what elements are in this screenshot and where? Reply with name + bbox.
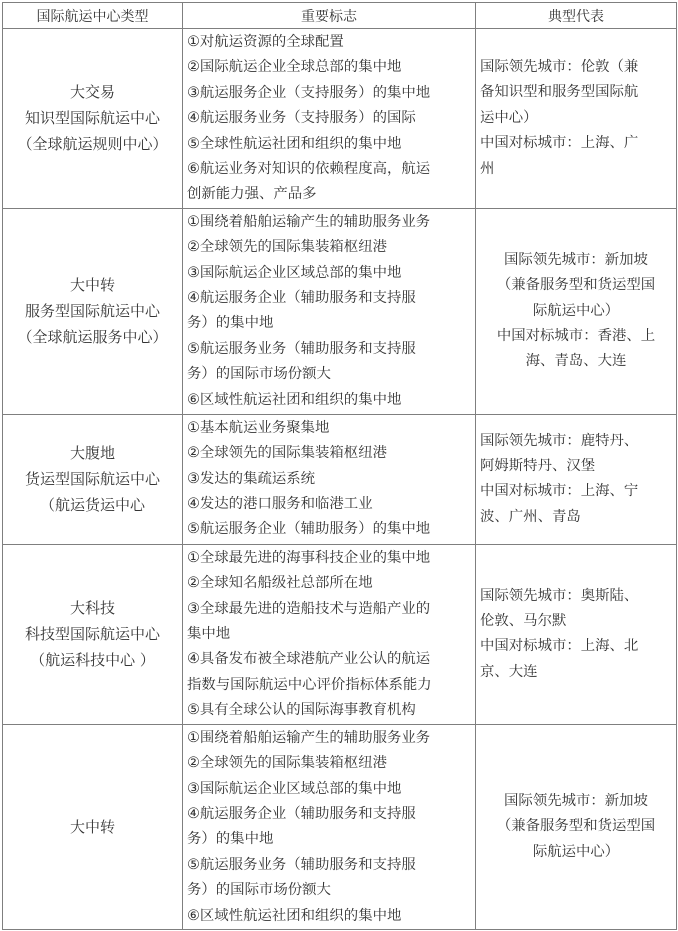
mark-line: ④发达的港口服务和临港工业 [187,496,373,513]
center-type-cell [3,544,183,724]
mark-line: 创新能力强、产品多 [187,186,317,203]
rep-line: 中国对标城市：香港、上 [496,328,656,345]
mark-line: ②全球知名船级社总部所在地 [187,575,373,592]
rep-line: 中国对标城市：上海、北 [480,638,639,655]
representatives-cell [476,724,677,929]
center-type-cell [3,29,183,209]
mark-line: ⑤航运服务业务（辅助服务和支持服 [187,856,416,873]
mark-line: ④航运服务业务（支持服务）的国际 [187,110,416,127]
rep-line: 备知识型和服务型国际航 [480,84,639,101]
mark-line: ④具备发布被全球港航产业公认的航运 [187,651,431,668]
type-category: 知识型国际航运中心 [24,109,160,128]
rep-line: 际航运中心） [532,843,620,860]
marks-cell [183,724,476,929]
rep-line: 州 [480,160,495,177]
type-name: 大中转 [69,817,115,836]
marks-cell [183,29,476,209]
mark-line: ④航运服务企业（辅助服务和支持服 [187,806,416,823]
mark-line: 务）的国际市场份额大 [187,882,331,899]
mark-line: 务）的集中地 [187,315,274,332]
shipping-center-table [2,2,677,930]
rep-line: 海、青岛、大连 [525,353,627,370]
marks-cell [183,208,476,414]
rep-line: 际航运中心） [532,302,620,319]
rep-line: 阿姆斯特丹、汉堡 [480,457,596,474]
rep-line: 京、大连 [480,663,538,680]
mark-line: ③发达的集疏运系统 [187,470,316,487]
type-subtitle: （航运科技中心 ） [30,651,155,670]
mark-line: ①全球最先进的海事科技企业的集中地 [187,549,431,566]
table-row [3,414,677,544]
rep-line: 国际领先城市：伦敦（兼 [480,58,639,75]
mark-line: 集中地 [187,626,231,643]
rep-line: 运中心） [480,109,538,126]
type-category: 货运型国际航运中心 [24,470,160,489]
mark-line: ②国际航运企业全球总部的集中地 [187,59,402,76]
rep-line: 国际领先城市：新加坡 [504,792,648,809]
marks-cell [183,414,476,544]
rep-line: 中国对标城市：上海、宁 [480,483,639,500]
rep-line: （兼备服务型和货运型国 [496,818,656,835]
rep-line: （兼备服务型和货运型国 [496,277,656,294]
type-name: 大交易 [69,83,115,102]
rep-line: 国际领先城市：新加坡 [504,251,648,268]
representatives-cell [476,208,677,414]
header-marks: 重要标志 [183,3,476,29]
table-row [3,208,677,414]
type-subtitle: （全球航运服务中心） [17,328,168,347]
type-name: 大科技 [69,599,115,618]
type-name: 大中转 [69,276,115,295]
center-type-cell [3,724,183,929]
mark-line: ①基本航运业务聚集地 [187,419,330,436]
header-row [3,3,677,29]
mark-line: ⑤全球性航运社团和组织的集中地 [187,135,402,152]
table-row [3,724,677,929]
mark-line: ⑤具有全球公认的国际海事教育机构 [187,702,416,719]
mark-line: 务）的集中地 [187,831,274,848]
representatives-cell [476,544,677,724]
rep-line: 中国对标城市：上海、广 [480,135,639,152]
mark-line: ②全球领先的国际集装箱枢纽港 [187,445,387,462]
type-subtitle: （航运货运中心 [39,496,145,515]
mark-line: ③航运服务企业（支持服务）的集中地 [187,84,431,101]
center-type-cell [3,414,183,544]
rep-line: 国际领先城市：奥斯陆、 [480,587,639,604]
mark-line: ③全球最先进的造船技术与造船产业的 [187,600,431,617]
type-subtitle: （全球航运规则中心） [17,135,168,154]
rep-line: 伦敦、马尔默 [480,612,567,629]
mark-line: 务）的国际市场份额大 [187,366,331,383]
mark-line: ③国际航运企业区域总部的集中地 [187,780,402,797]
mark-line: ②全球领先的国际集装箱枢纽港 [187,239,387,256]
header-type: 国际航运中心类型 [3,3,183,29]
mark-line: ⑥航运业务对知识的依赖程度高，航运 [187,161,431,178]
table-row [3,544,677,724]
rep-line: 波、广州、青岛 [480,508,581,525]
mark-line: ⑥区域性航运社团和组织的集中地 [187,907,402,924]
mark-line: ⑤航运服务企业（辅助服务）的集中地 [187,521,431,538]
mark-line: ②全球领先的国际集装箱枢纽港 [187,755,387,772]
rep-line: 国际领先城市：鹿特丹、 [480,432,639,449]
mark-line: ③国际航运企业区域总部的集中地 [187,264,402,281]
center-type-cell [3,208,183,414]
table-row [3,29,677,209]
representatives-cell [476,29,677,209]
mark-line: ⑥区域性航运社团和组织的集中地 [187,391,402,408]
type-category: 服务型国际航运中心 [24,302,160,321]
header-representatives: 典型代表 [476,3,677,29]
mark-line: 指数与国际航运中心评价指标体系能力 [187,676,432,693]
mark-line: ①围绕着船舶运输产生的辅助服务业务 [187,729,431,746]
type-name: 大腹地 [69,444,115,463]
representatives-cell [476,414,677,544]
type-category: 科技型国际航运中心 [24,625,160,644]
mark-line: ①围绕着船舶运输产生的辅助服务业务 [187,213,431,230]
mark-line: ⑤航运服务业务（辅助服务和支持服 [187,340,416,357]
marks-cell [183,544,476,724]
mark-line: ①对航运资源的全球配置 [187,34,344,50]
mark-line: ④航运服务企业（辅助服务和支持服 [187,290,416,307]
